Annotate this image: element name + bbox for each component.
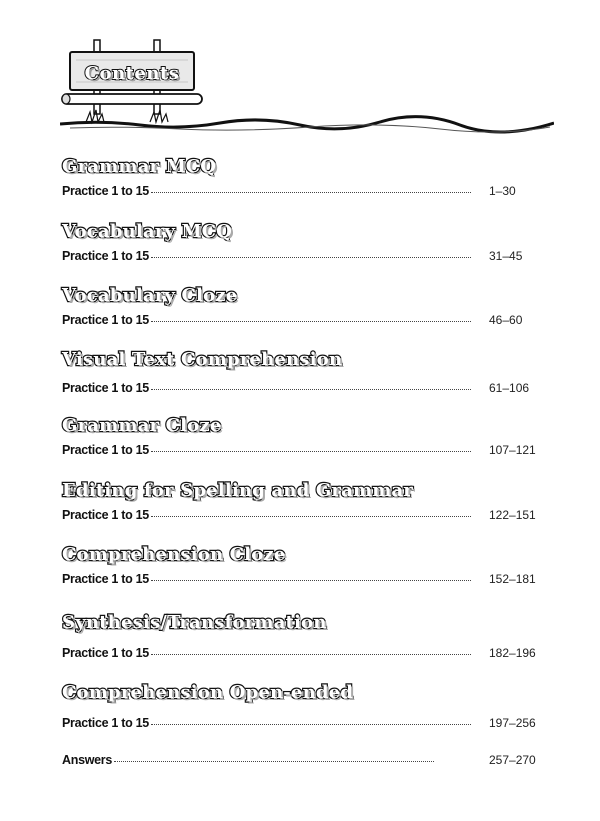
entry-label: Practice 1 to 15 xyxy=(62,443,149,457)
page-range: 31–45 xyxy=(489,249,523,263)
toc-entry[interactable] xyxy=(62,643,552,663)
section-heading: Grammar Cloze xyxy=(62,415,222,436)
entry-label: Practice 1 to 15 xyxy=(62,313,149,327)
toc-section xyxy=(62,477,552,525)
toc-entry[interactable] xyxy=(62,310,552,330)
page-range: 107–121 xyxy=(489,443,536,457)
section-heading: Visual Text Comprehension xyxy=(62,349,343,370)
toc-entry[interactable] xyxy=(62,505,552,525)
toc-entry[interactable] xyxy=(62,181,552,201)
page-range: 61–106 xyxy=(489,381,530,395)
entry-label: Practice 1 to 15 xyxy=(62,381,149,395)
toc-section xyxy=(62,679,552,733)
page-range: 152–181 xyxy=(489,572,536,586)
section-heading: Grammar MCQ xyxy=(62,156,217,177)
entry-label: Practice 1 to 15 xyxy=(62,646,149,660)
page-range: 1–30 xyxy=(489,184,516,198)
toc-entry[interactable] xyxy=(62,440,552,460)
section-heading: Comprehension Cloze xyxy=(62,544,286,565)
section-heading: Synthesis/Transformation xyxy=(62,612,327,633)
toc-entry[interactable] xyxy=(62,750,552,770)
dot-leader xyxy=(151,450,471,452)
page-title: Contents xyxy=(84,62,180,84)
dot-leader xyxy=(151,579,471,581)
dot-leader xyxy=(151,723,471,725)
page-range: 197–256 xyxy=(489,716,536,730)
section-heading: Vocabulary Cloze xyxy=(62,285,238,306)
dot-leader xyxy=(114,760,434,762)
toc-section xyxy=(62,346,552,398)
toc-section xyxy=(62,541,552,589)
page-range: 257–270 xyxy=(489,753,536,767)
dot-leader xyxy=(151,388,471,390)
dot-leader xyxy=(151,515,471,517)
entry-label: Practice 1 to 15 xyxy=(62,249,149,263)
dot-leader xyxy=(151,653,471,655)
toc-entry[interactable] xyxy=(62,569,552,589)
toc-section xyxy=(62,218,552,266)
section-heading: Vocabulary MCQ xyxy=(62,221,233,242)
page-range: 46–60 xyxy=(489,313,523,327)
dot-leader xyxy=(151,191,471,193)
toc-entry[interactable] xyxy=(62,246,552,266)
toc-section xyxy=(62,153,552,201)
toc-section xyxy=(62,609,552,663)
page-range: 182–196 xyxy=(489,646,536,660)
entry-label: Practice 1 to 15 xyxy=(62,716,149,730)
toc-entry[interactable] xyxy=(62,378,552,398)
section-heading: Comprehension Open-ended xyxy=(62,682,354,703)
toc-section xyxy=(62,282,552,330)
page-range: 122–151 xyxy=(489,508,536,522)
toc-entry[interactable] xyxy=(62,713,552,733)
entry-label: Practice 1 to 15 xyxy=(62,184,149,198)
dot-leader xyxy=(151,320,471,322)
section-heading: Editing for Spelling and Grammar xyxy=(62,480,413,501)
toc-section xyxy=(62,412,552,460)
entry-label: Answers xyxy=(62,753,113,767)
entry-label: Practice 1 to 15 xyxy=(62,572,149,586)
toc-section-answers xyxy=(62,750,552,770)
entry-label: Practice 1 to 15 xyxy=(62,508,149,522)
dot-leader xyxy=(151,256,471,258)
